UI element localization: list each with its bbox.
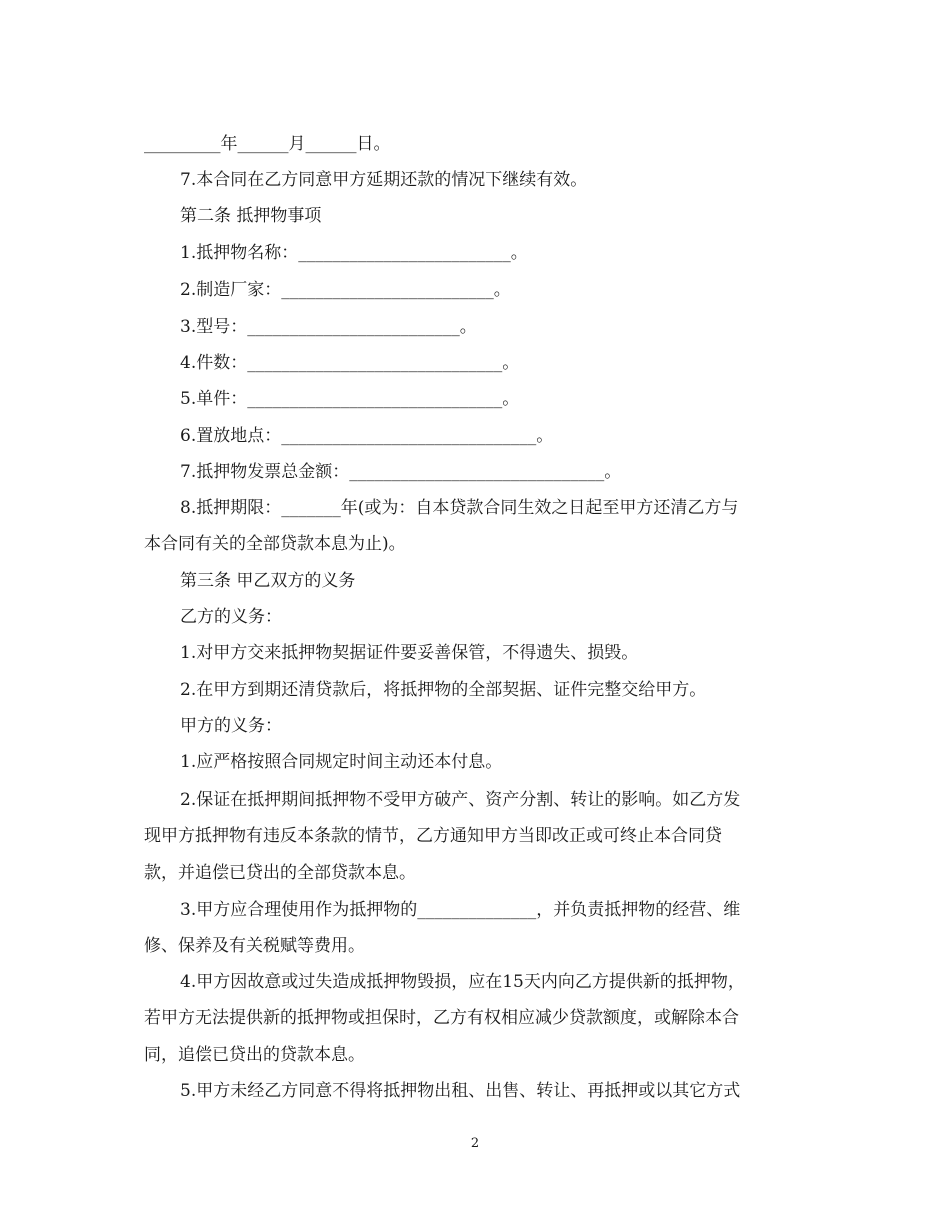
text-line: 5.单件：______________________________。 <box>180 389 520 409</box>
text-line: 4.件数：______________________________。 <box>180 353 520 373</box>
text-line: 现甲方抵押物有违反本条款的情节，乙方通知甲方当即改正或可终止本合同贷 <box>144 826 722 846</box>
text-line: 1.应严格按照合同规定时间主动还本付息。 <box>180 752 503 772</box>
text-line: 2.制造厂家：_________________________。 <box>180 280 511 300</box>
text-line: 2.在甲方到期还清贷款后，将抵押物的全部契据、证件完整交给甲方。 <box>180 680 707 700</box>
section-heading: 第三条 甲乙双方的义务 <box>180 571 356 591</box>
text-line: 6.置放地点：______________________________。 <box>180 426 554 446</box>
text-line: 款，并追偿已贷出的全部贷款本息。 <box>144 863 416 883</box>
page-number: 2 <box>470 1136 480 1151</box>
text-line: 甲方的义务： <box>180 716 282 736</box>
section-heading: 第二条 抵押物事项 <box>180 206 322 226</box>
text-line: _________年______月______日。 <box>144 134 391 154</box>
text-line: 8.抵押期限：_______年(或为：自本贷款合同生效之日起至甲方还清乙方与 <box>180 498 739 518</box>
text-line: 1.抵押物名称：_________________________。 <box>180 243 528 263</box>
text-line: 3.型号：_________________________。 <box>180 317 477 337</box>
text-line: 若甲方无法提供新的抵押物或担保时，乙方有权相应减少贷款额度，或解除本合 <box>144 1008 739 1028</box>
text-line: 3.甲方应合理使用作为抵押物的______________，并负责抵押物的经营、维 <box>180 900 741 920</box>
text-line: 1.对甲方交来抵押物契据证件要妥善保管，不得遗失、损毁。 <box>180 643 639 663</box>
text-line: 乙方的义务： <box>180 607 282 627</box>
text-line: 7.本合同在乙方同意甲方延期还款的情况下继续有效。 <box>180 170 588 190</box>
text-line: 5.甲方未经乙方同意不得将抵押物出租、出售、转让、再抵押或以其它方式 <box>180 1081 741 1101</box>
text-line: 本合同有关的全部贷款本息为止)。 <box>144 534 406 554</box>
text-line: 同，追偿已贷出的贷款本息。 <box>144 1045 365 1065</box>
text-line: 4.甲方因故意或过失造成抵押物毁损，应在15天内向乙方提供新的抵押物， <box>180 972 745 992</box>
text-line: 修、保养及有关税赋等费用。 <box>144 936 365 956</box>
text-line: 7.抵押物发票总金额：______________________________。 <box>180 462 622 482</box>
text-line: 2.保证在抵押期间抵押物不受甲方破产、资产分割、转让的影响。如乙方发 <box>180 790 741 810</box>
